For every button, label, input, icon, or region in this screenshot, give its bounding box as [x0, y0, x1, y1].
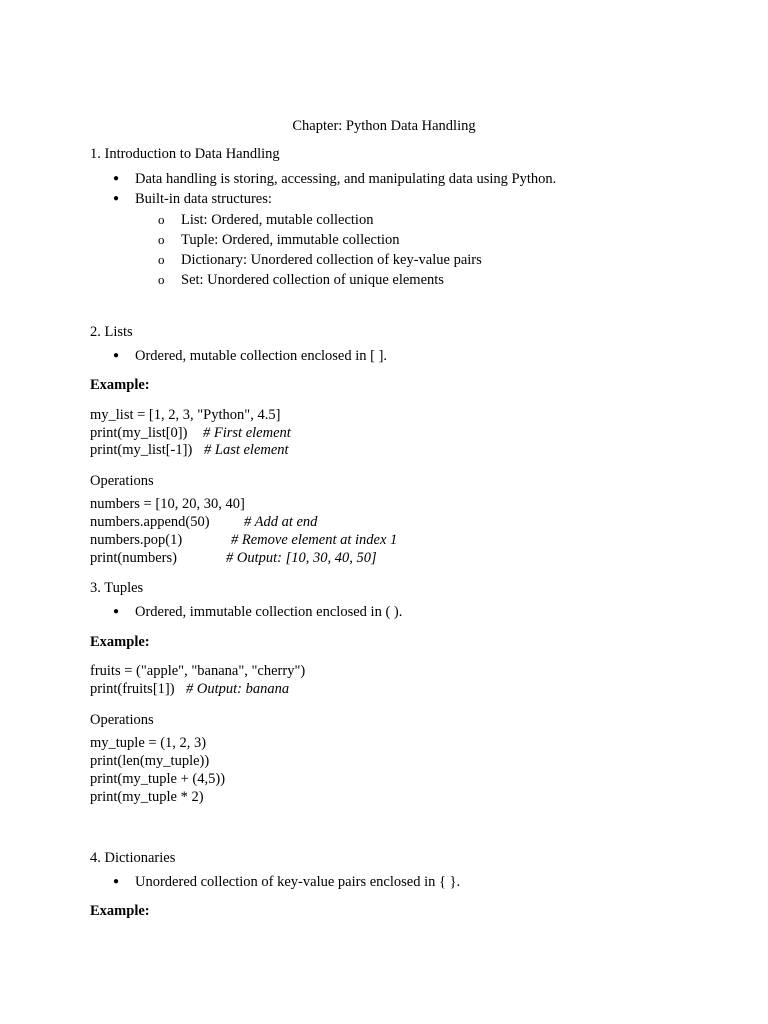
example-label: Example: [90, 903, 150, 919]
section-heading-intro: 1. Introduction to Data Handling [90, 146, 280, 162]
code-line: print(len(my_tuple)) [90, 753, 210, 769]
bullet-icon: ● [113, 350, 120, 361]
page-title: Chapter: Python Data Handling [292, 118, 476, 134]
code-line: my_list = [1, 2, 3, "Python", 4.5] [90, 407, 281, 423]
code-comment: # Output: banana [186, 681, 290, 697]
code-line: fruits = ("apple", "banana", "cherry") [90, 663, 306, 679]
code-comment: # First element [203, 425, 291, 441]
operations-label: Operations [90, 473, 154, 489]
sub-list-item: Dictionary: Unordered collection of key-value pairs [181, 252, 482, 268]
code-line: numbers.append(50) [90, 514, 210, 530]
code-line: print(my_tuple * 2) [90, 789, 204, 805]
code-line: print(my_tuple + (4,5)) [90, 771, 226, 787]
sub-bullet-icon: o [158, 252, 165, 267]
code-line: print(my_list[0]) [90, 425, 188, 441]
sub-list-item: Set: Unordered collection of unique elements [181, 272, 444, 288]
sub-list-item: List: Ordered, mutable collection [181, 212, 374, 228]
bullet-icon: ● [113, 173, 120, 184]
bullet-icon: ● [113, 193, 120, 204]
sub-list-item: Tuple: Ordered, immutable collection [181, 232, 400, 248]
code-line: numbers.pop(1) [90, 532, 183, 548]
example-label: Example: [90, 634, 150, 650]
code-line: print(my_list[-1]) [90, 442, 193, 458]
code-line: numbers = [10, 20, 30, 40] [90, 496, 245, 512]
example-label: Example: [90, 377, 150, 393]
section-heading-tuples: 3. Tuples [90, 580, 144, 596]
list-item: Ordered, immutable collection enclosed in ( ). [135, 604, 403, 620]
bullet-icon: ● [113, 606, 120, 617]
section-heading-lists: 2. Lists [90, 324, 133, 340]
list-item: Built-in data structures: [135, 191, 272, 207]
code-line: print(numbers) [90, 550, 177, 566]
code-line: print(fruits[1]) [90, 681, 175, 697]
sub-bullet-icon: o [158, 272, 165, 287]
list-item: Unordered collection of key-value pairs enclosed in { }. [135, 874, 461, 890]
bullet-icon: ● [113, 876, 120, 887]
code-comment: # Output: [10, 30, 40, 50] [226, 550, 377, 566]
code-comment: # Last element [204, 442, 289, 458]
operations-label: Operations [90, 712, 154, 728]
sub-bullet-icon: o [158, 212, 165, 227]
list-item: Data handling is storing, accessing, and manipulating data using Python. [135, 171, 557, 187]
code-comment: # Remove element at index 1 [231, 532, 398, 548]
code-comment: # Add at end [244, 514, 318, 530]
code-line: my_tuple = (1, 2, 3) [90, 735, 207, 751]
section-heading-dictionaries: 4. Dictionaries [90, 850, 176, 866]
sub-bullet-icon: o [158, 232, 165, 247]
list-item: Ordered, mutable collection enclosed in [ ]. [135, 348, 388, 364]
